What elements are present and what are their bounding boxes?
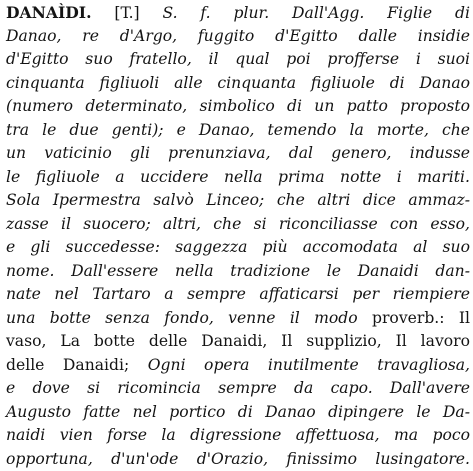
text-line (6, 48, 470, 72)
text-segment: d'Egitto suo fratello, il qual poi profferse i suoi (6, 50, 470, 68)
entry-body (6, 1, 470, 471)
text-segment: Il (445, 309, 470, 327)
text-segment: tra le due genti); e Danao, temendo la morte, che (6, 121, 470, 139)
text-line (6, 307, 470, 331)
text-segment: un vaticinio gli prenunziava, dal genero, indusse (6, 144, 470, 162)
text-segment: le figliuole a uccidere nella prima notte i mariti. (6, 168, 470, 186)
text-line (6, 95, 470, 119)
text-line (6, 213, 470, 237)
text-segment: vaso, La botte delle Danaidi, Il supplizio, Il lavoro (6, 332, 470, 350)
source-tag: [T.] (92, 4, 163, 22)
text-line (6, 72, 470, 96)
text-segment: e gli succedesse: saggezza più accomodata al suo (6, 238, 470, 256)
text-segment: Sola Ipermestra salvò Linceo; che altri dice ammaz- (6, 191, 470, 209)
text-segment: (numero determinato, simbolico di un patto proposto (6, 97, 470, 115)
text-line (6, 189, 470, 213)
text-line (6, 448, 470, 471)
text-segment: cinquanta figliuoli alle cinquanta figliuole di Danao (6, 74, 470, 92)
text-segment: una botte senza fondo, venne il modo (6, 309, 372, 327)
text-line (6, 283, 470, 307)
text-segment: S. f. plur. Dall'Agg. Figlie di (162, 4, 470, 22)
text-line (6, 260, 470, 284)
text-line (6, 1, 470, 25)
text-segment: zasse il suocero; altri, che si riconciliasse con esso, (6, 215, 470, 233)
text-segment: delle Danaidi; (6, 356, 148, 374)
text-line (6, 330, 470, 354)
text-segment: e dove si ricomincia sempre da capo. Dall'avere (6, 379, 470, 397)
text-segment: naidi vien forse la digressione affettuosa, ma poco (6, 426, 470, 444)
text-segment: opportuna, d'un'ode d'Orazio, finissimo lusingatore. (6, 450, 470, 468)
text-segment: Danao, re d'Argo, fuggito d'Egitto dalle insidie (6, 27, 470, 45)
headword: DANAÌDI. (6, 3, 92, 22)
text-line (6, 424, 470, 448)
text-line (6, 354, 470, 378)
text-segment: nome. Dall'essere nella tradizione le Danaidi dan- (6, 262, 470, 280)
text-line (6, 25, 470, 49)
text-segment: Ogni opera inutilmente travagliosa, (148, 356, 470, 374)
text-line (6, 401, 470, 425)
text-segment: nate nel Tartaro a sempre affaticarsi per riempiere (6, 285, 470, 303)
text-segment: Augusto fatte nel portico di Danao dipingere le Da- (6, 403, 470, 421)
text-segment: proverb.: (372, 309, 445, 327)
text-line (6, 236, 470, 260)
text-line (6, 166, 470, 190)
text-line (6, 142, 470, 166)
text-line (6, 377, 470, 401)
text-line (6, 119, 470, 143)
